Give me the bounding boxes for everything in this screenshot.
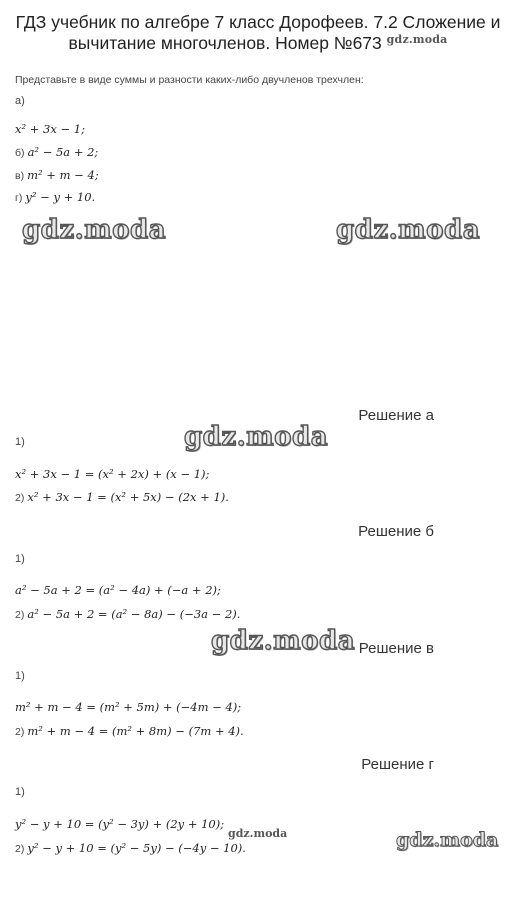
task-v-expr: m² + m − 4; [27,168,99,182]
solution-a-eq-2 [15,490,229,504]
task-b-expr: a² − 5a + 2; [27,145,99,159]
watermark-4: gdz.moda [211,626,356,656]
solution-g-eq-1 [15,817,224,831]
header-watermark: gdz.moda [386,33,448,46]
task-g-label: г) [15,192,23,204]
solution-v-label-2: 2) [15,726,25,738]
solution-b-eq-1 [15,583,221,597]
page-title-line-2 [0,33,516,56]
solution-b-eq-2-text: a² − 5a + 2 = (a² − 8a) − (−3a − 2). [27,607,241,621]
solution-g-eq-1-text: y² − y + 10 = (y² − 3y) + (2y + 10); [15,817,225,831]
task-b-label: б) [15,147,25,159]
task-g [15,190,95,204]
solution-a-label-1: 1) [15,436,25,448]
page-title-line-1: ГДЗ учебник по алгебре 7 класс Дорофеев. 7.2 Сложение и [15,12,501,32]
solution-g-label-2: 2) [15,843,25,855]
solution-g-eq-2-text: y² − y + 10 = (y² − 5y) − (−4y − 10). [27,841,246,855]
solution-a-eq-1-text: x² + 3x − 1 = (x² + 2x) + (x − 1); [15,467,210,481]
task-v [15,168,99,182]
solution-v-eq-2 [15,724,244,738]
solution-b-eq-1-text: a² − 5a + 2 = (a² − 4a) + (−a + 2); [15,583,221,597]
solution-v-title: Решение в [358,640,434,657]
solution-g-label-1: 1) [15,786,25,798]
task-g-expr: y² − y + 10. [25,190,96,204]
solution-g-eq-2 [15,841,246,855]
task-intro: Представьте в виде суммы и разности каких-либо двучленов трехчлен: [15,74,364,86]
solution-b-label-2: 2) [15,609,25,621]
task-b [15,145,98,159]
solution-v-eq-1-text: m² + m − 4 = (m² + 5m) + (−4m − 4); [15,700,242,714]
solution-a-label-2: 2) [15,492,25,504]
solution-a-title: Решение а [358,407,434,424]
watermark-5: gdz.moda [228,827,288,840]
solution-g-title: Решение г [361,756,434,773]
task-a [15,122,85,136]
solution-v-eq-2-text: m² + m − 4 = (m² + 8m) − (7m + 4). [27,724,244,738]
watermark-3: gdz.moda [184,422,329,452]
page-title-text: вычитание многочленов. Номер №673 [68,33,382,53]
watermark-1: gdz.moda [22,215,167,245]
task-a-label: а) [15,95,25,107]
solution-v-eq-1 [15,700,241,714]
watermark-6: gdz.moda [396,829,499,851]
solution-a-eq-2-text: x² + 3x − 1 = (x² + 5x) − (2x + 1). [27,490,229,504]
solution-a-eq-1 [15,467,209,481]
solution-b-label-1: 1) [15,553,25,565]
watermark-2: gdz.moda [336,215,481,245]
task-v-label: в) [15,170,25,182]
task-a-expr: x² + 3x − 1; [15,122,85,136]
solution-b-eq-2 [15,607,240,621]
solution-v-label-1: 1) [15,670,25,682]
solution-b-title: Решение б [358,523,434,540]
